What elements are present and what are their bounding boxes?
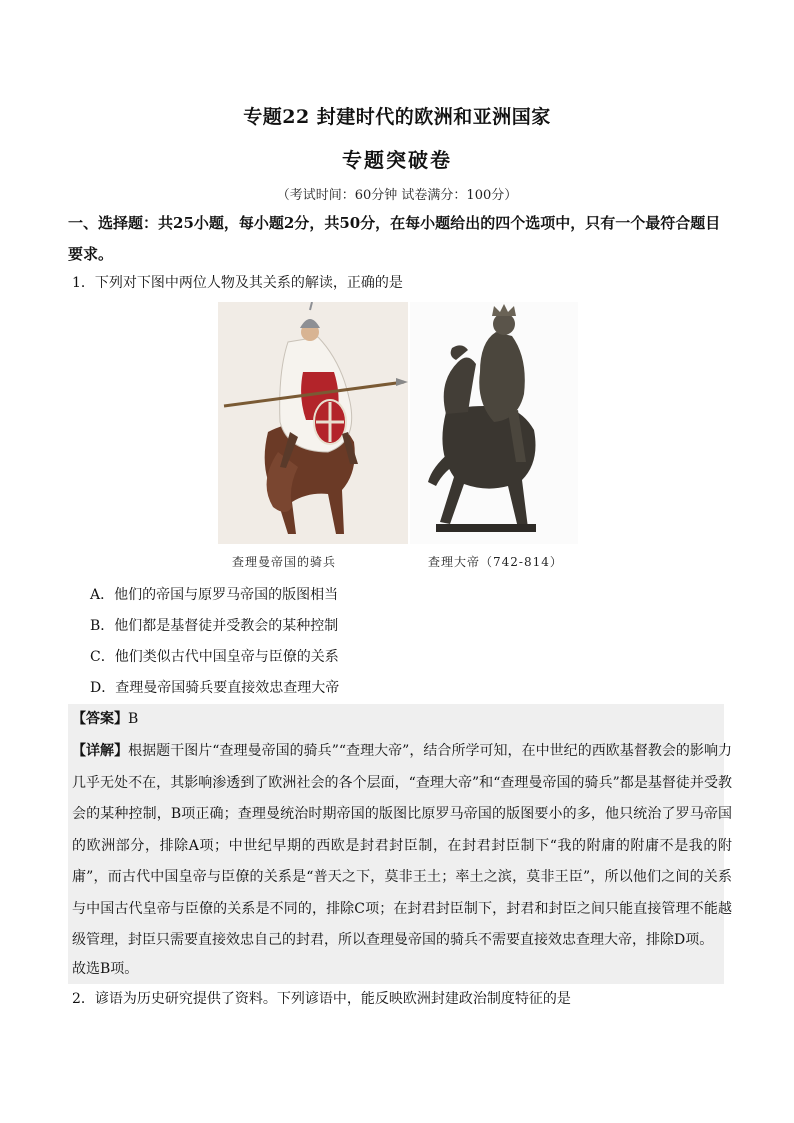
answer-tag: 【答案】 xyxy=(72,711,128,727)
cavalry-rider-image xyxy=(218,302,408,544)
detail-explanation xyxy=(72,736,732,957)
question-1-options xyxy=(90,582,339,706)
option-c: C．他们类似古代中国皇帝与臣僚的关系 xyxy=(90,649,339,665)
page-subtitle: 专题突破卷 xyxy=(342,148,452,172)
answer-line xyxy=(72,708,138,728)
charlemagne-statue-image xyxy=(410,302,578,544)
answer-conclusion: 故选B项。 xyxy=(72,961,139,977)
option-a: A．他们的帝国与原罗马帝国的版图相当 xyxy=(90,587,339,603)
question-1-figure xyxy=(218,302,578,544)
question-2-stem: 2．谚语为历史研究提供了资料。下列谚语中，能反映欧洲封建政治制度特征的是 xyxy=(72,991,571,1007)
caption-cavalry: 查理曼帝国的骑兵 xyxy=(232,555,337,569)
answer-value: B xyxy=(128,711,139,727)
detail-tag: 【详解】 xyxy=(72,743,129,759)
page-title: 专题22 封建时代的欧洲和亚洲国家 xyxy=(243,106,551,128)
section-heading: 一、选择题：共25小题，每小题2分，共50分，在每小题给出的四个选项中，只有一个最符合题目要求。 xyxy=(68,214,721,263)
option-d: D．查理曼帝国骑兵要直接效忠查理大帝 xyxy=(90,680,340,696)
detail-text: 根据题干图片“查理曼帝国的骑兵”“查理大帝”，结合所学可知，在中世纪的西欧基督教会的影响力几乎无处不在，其影响渗透到了欧洲社会的各个层面，“查理大帝”和“查理曼帝国的骑兵”都是基督徒并受教会的某种控制，B项正确；查理曼统治时期帝国的版图比原罗马帝国的版图要小的多，他只统治了罗马帝国的欧洲部分，排除A项；中世纪早期的西欧是封君封臣制，在封君封臣制下“我的附庸的附庸不是我的附庸”，而古代中国皇帝与臣僚的关系是“普天之下，莫非王土；率土之滨，莫非王臣”，所以他们之间的关系与中国古代皇帝与臣僚的关系是不同的，排除C项；在封君封臣制下，封君和封臣之间只能直接管理不能越级管理，封臣只需要直接效忠自己的封君，所以查理曼帝国的骑兵不需要直接效忠查理大帝，排除D项。 xyxy=(72,743,732,948)
caption-charlemagne: 查理大帝（742-814） xyxy=(428,555,563,569)
question-1-stem: 1．下列对下图中两位人物及其关系的解读，正确的是 xyxy=(72,275,403,291)
option-b: B．他们都是基督徒并受教会的某种控制 xyxy=(90,618,339,634)
exam-info: （考试时间：60分钟 试卷满分：100分） xyxy=(276,188,518,203)
